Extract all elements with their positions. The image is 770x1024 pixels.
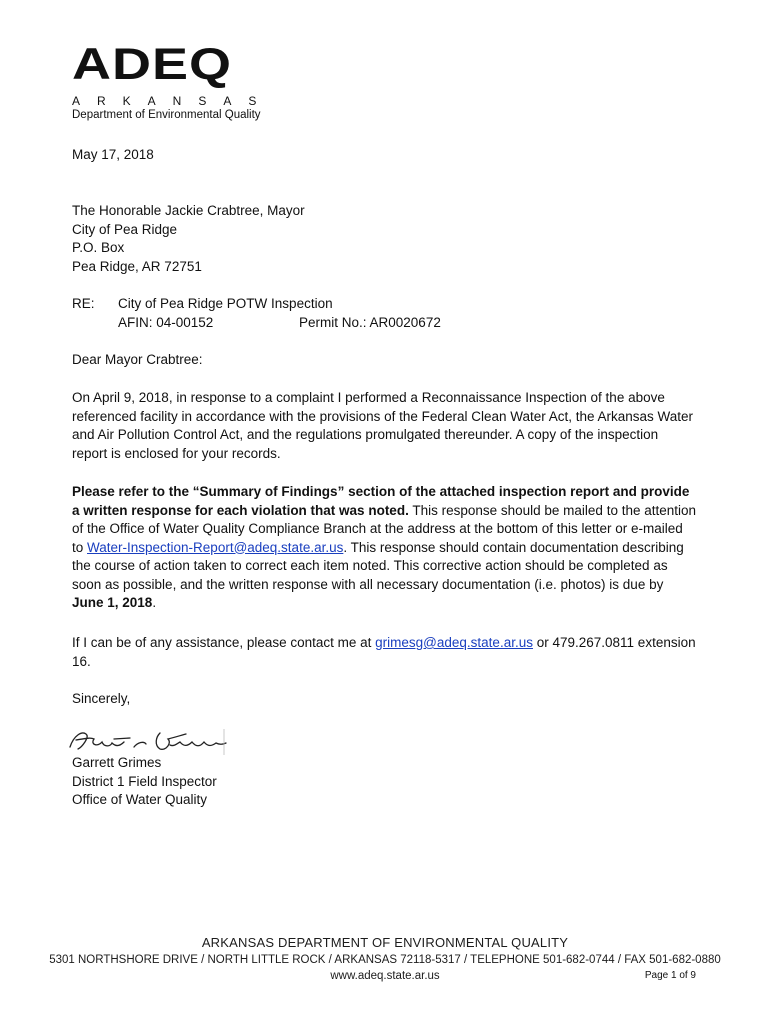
adeq-logo	[72, 39, 282, 121]
footer-website: www.adeq.state.ar.us	[330, 970, 440, 982]
re-subject: City of Pea Ridge POTW Inspection	[118, 296, 333, 311]
re-label: RE:	[72, 296, 95, 311]
signer-name: Garrett Grimes	[72, 755, 162, 770]
re-afin: AFIN: 04-00152	[118, 314, 214, 330]
salutation: Dear Mayor Crabtree:	[72, 352, 203, 367]
paragraph-inspection: On April 9, 2018, in response to a complaint I performed a Reconnaissance Inspection of the above referenced facility in accordance with the provisions of the Federal Clean Water Act, the Arkansas Water and Air Pollution Control Act, and the regulations promulgated thereunder. A copy of the inspection report is enclosed for your records.	[72, 390, 694, 461]
report-email-link[interactable]: Water-Inspection-Report@adeq.state.ar.us	[87, 539, 344, 555]
paragraph-response-request	[72, 483, 697, 613]
logo-state: ARKANSAS	[72, 94, 274, 108]
paragraph-text: . This response should contain documentation describing the course of action taken to correct each item noted. This corrective action should be completed as soon as possible, and the written response with all necessary documentation (i.e. photos) is due by	[72, 539, 684, 592]
findings-instruction: Please refer to the “Summary of Findings” section of the attached inspection report and provide a written response for each violation that was noted.	[72, 484, 690, 518]
handwritten-signature	[64, 725, 229, 757]
due-date: June 1, 2018	[72, 595, 153, 610]
recipient-address	[72, 202, 305, 276]
signer-office: Office of Water Quality	[72, 792, 208, 807]
page-number: Page 1 of 9	[644, 970, 696, 981]
signature-block	[72, 754, 217, 810]
paragraph-contact	[72, 634, 697, 671]
recipient-line: The Honorable Jackie Crabtree, Mayor	[72, 203, 305, 218]
signer-title: District 1 Field Inspector	[72, 773, 217, 789]
letter-date: May 17, 2018	[72, 147, 154, 162]
paragraph-text: If I can be of any assistance, please contact me at	[72, 635, 376, 650]
inspector-email-link[interactable]: grimesg@adeq.state.ar.us	[375, 635, 533, 650]
footer-address: 5301 NORTHSHORE DRIVE / NORTH LITTLE ROCK / ARKANSAS 72118-5317 / TELEPHONE 501-682-0744 / FAX 501-682-0880	[49, 954, 721, 966]
paragraph-text: or 479.267.0811 extension 16.	[72, 635, 696, 669]
paragraph-text: This response should be mailed to the attention of the Office of Water Quality Compliance Branch at the address at the bottom of this letter or e-mailed to	[72, 502, 697, 555]
logo-department: Department of Environmental Quality	[72, 109, 261, 121]
closing: Sincerely,	[72, 691, 131, 706]
re-block	[72, 295, 697, 330]
logo-wordmark: ADEQ	[72, 39, 233, 89]
recipient-line: City of Pea Ridge	[72, 221, 178, 237]
paragraph-text: .	[152, 595, 157, 610]
re-permit: Permit No.: AR0020672	[299, 314, 441, 330]
footer-agency: ARKANSAS DEPARTMENT OF ENVIRONMENTAL QUALITY	[201, 935, 569, 950]
recipient-line: Pea Ridge, AR 72751	[72, 258, 202, 274]
recipient-line: P.O. Box	[72, 240, 125, 255]
